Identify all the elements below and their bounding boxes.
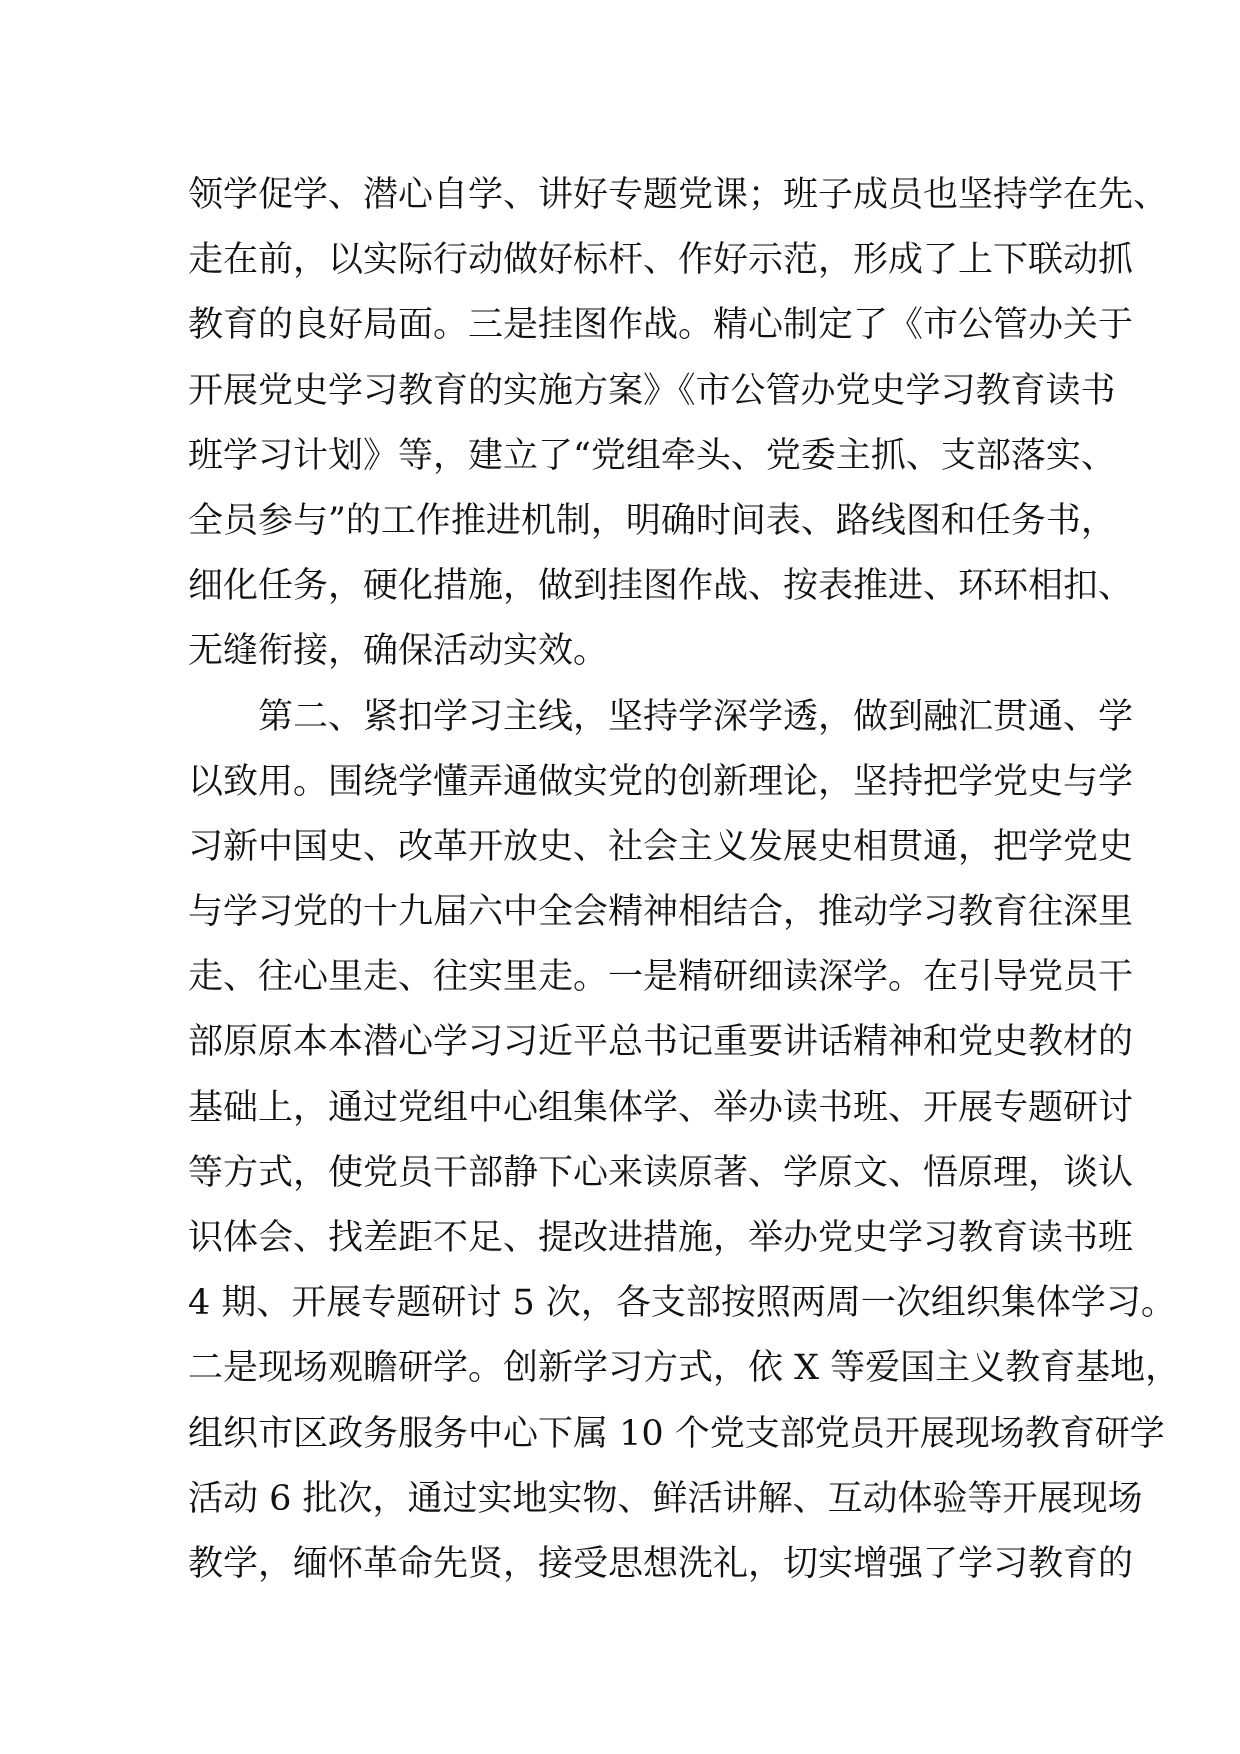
- text-line: 组织市区政务服务中心下属 10 个党支部党员开展现场教育研学: [188, 1413, 1165, 1454]
- text-line: 基础上，通过党组中心组集体学、举办读书班、开展专题研讨: [188, 1087, 1134, 1128]
- text-line: 部原原本本潜心学习习近平总书记重要讲话精神和党史教材的: [188, 1022, 1134, 1063]
- text-line: 等方式，使党员干部静下心来读原著、学原文、悟原理，谈认: [188, 1152, 1134, 1193]
- text-line: 与学习党的十九届六中全会精神相结合，推动学习教育往深里: [188, 892, 1134, 933]
- text-line: 细化任务，硬化措施，做到挂图作战、按表推进、环环相扣、: [188, 566, 1134, 607]
- text-line: 以致用。围绕学懂弄通做实党的创新理论，坚持把学党史与学: [188, 761, 1134, 802]
- text-line: 班学习计划》等，建立了“党组牵头、党委主抓、支部落实、: [188, 435, 1116, 476]
- text-line: 识体会、找差距不足、提改进措施，举办党史学习教育读书班: [188, 1218, 1134, 1258]
- text-line: 教育的良好局面。三是挂图作战。精心制定了《市公管办关于: [188, 305, 1134, 346]
- text-line: 教学，缅怀革命先贤，接受思想洗礼，切实增强了学习教育的: [188, 1543, 1134, 1584]
- text-line: 开展党史学习教育的实施方案》《市公管办党史学习教育读书: [188, 370, 1116, 411]
- paragraph-start-line: 第二、紧扣学习主线，坚持学深学透，做到融汇贯通、学: [188, 696, 1134, 737]
- text-line: 走在前，以实际行动做好标杆、作好示范，形成了上下联动抓: [188, 240, 1134, 281]
- text-line: 习新中国史、改革开放史、社会主义发展史相贯通，把学党史: [188, 826, 1134, 867]
- text-line: 二是现场观瞻研学。创新学习方式，依 X 等爱国主义教育基地，: [188, 1348, 1181, 1389]
- text-line: 无缝衔接，确保活动实效。: [188, 631, 609, 672]
- text-line: 领学促学、潜心自学、讲好专题党课；班子成员也坚持学在先、: [188, 175, 1169, 215]
- text-line: 活动 6 批次，通过实地实物、鲜活讲解、互动体验等开展现场: [188, 1478, 1143, 1519]
- text-line: 4 期、开展专题研讨 5 次，各支部按照两周一次组织集体学习。: [188, 1283, 1176, 1324]
- text-line: 全员参与”的工作推进机制，明确时间表、路线图和任务书，: [188, 500, 1116, 541]
- text-line: 走、往心里走、往实里走。一是精研细读深学。在引导党员干: [188, 957, 1134, 998]
- body-text: [188, 163, 1181, 1597]
